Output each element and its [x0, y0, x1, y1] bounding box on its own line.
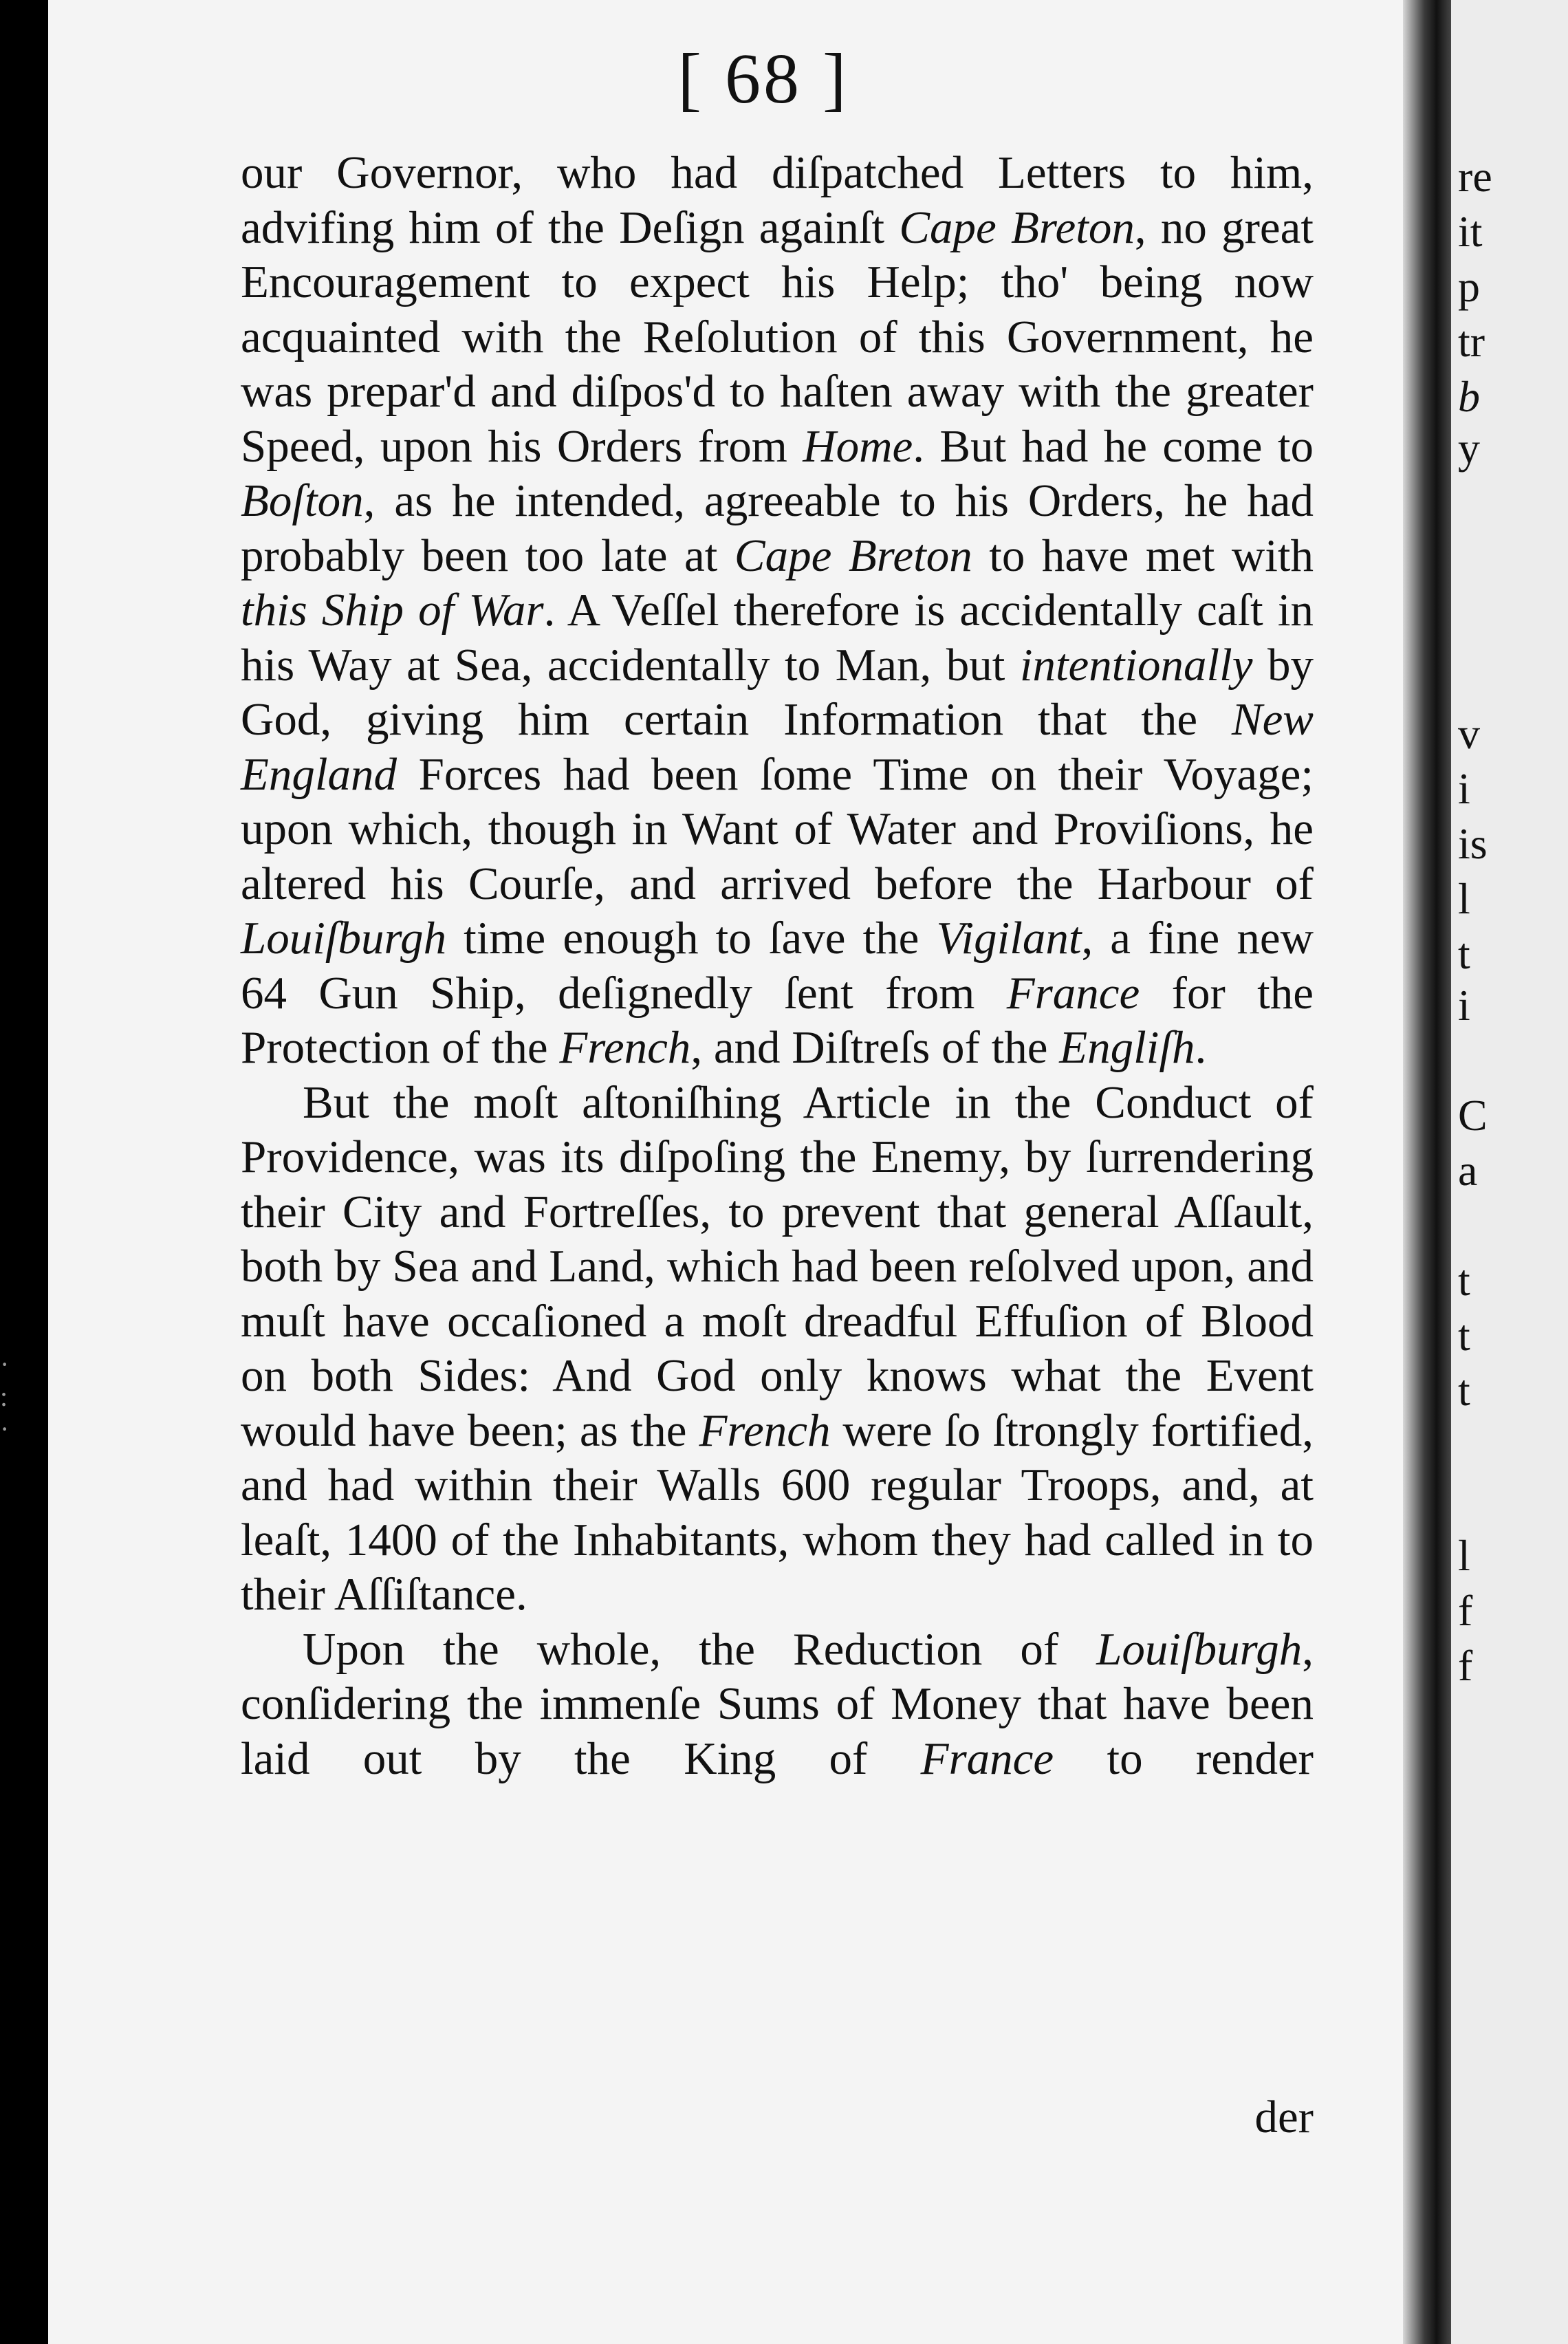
facing-page-fragment: l [1458, 874, 1470, 923]
facing-page-fragment: f [1458, 1641, 1473, 1690]
italic-run: France [1006, 967, 1140, 1019]
italic-run: Cape Breton [734, 530, 972, 581]
text-run: . [1195, 1022, 1207, 1073]
facing-page-fragment: p [1458, 262, 1480, 311]
facing-page-fragment: t [1458, 1256, 1470, 1305]
facing-page-fragment: re [1458, 152, 1492, 201]
facing-page-fragment: v [1458, 709, 1480, 758]
italic-run: Vigilant [936, 913, 1082, 964]
catchword: der [1254, 2092, 1314, 2142]
text-run: were ſo ſtrongly fortified, and had within their Walls 600 regular Troops, and, at leaſt, 1400 of the Inhabitants, whom they had called in to their Aſſiſtance. [241, 1404, 1314, 1620]
italic-run: this Ship of War [241, 585, 544, 636]
facing-page-fragment: l [1458, 1531, 1470, 1580]
facing-page-fragment: y [1458, 424, 1480, 473]
facing-page-fragment: t [1458, 929, 1470, 978]
italic-run: French [699, 1404, 831, 1456]
text-run: , conſidering the immenſe Sums of Money that have been laid out by the King of [241, 1623, 1314, 1784]
italic-run: Louiſburgh [241, 913, 447, 964]
body-text [241, 146, 1314, 1786]
paragraph [241, 1076, 1314, 1623]
text-run: to have met with [972, 530, 1314, 581]
italic-run: French [559, 1022, 691, 1073]
facing-page-fragment: is [1458, 819, 1488, 868]
italic-run: Cape Breton [899, 202, 1135, 253]
facing-page-fragment: t [1458, 1311, 1470, 1360]
text-run: time enough to ſave the [446, 913, 937, 964]
text-run: by God, giving him certain Information that the [241, 639, 1314, 745]
italic-run: Engliſh [1059, 1022, 1195, 1073]
italic-run: Boſton [241, 475, 364, 526]
facing-page-fragment: f [1458, 1586, 1473, 1635]
text-run: , and Diſtreſs of the [690, 1022, 1060, 1073]
text-run: Forces had been ſome Time on their Voyage; upon which, though in Want of Water and Proviſions, he altered his Courſe, and arrived before the Harbour of [241, 748, 1314, 909]
italic-run: Home [803, 420, 913, 472]
italic-run: France [920, 1733, 1054, 1784]
facing-page-fragment: C [1458, 1091, 1488, 1140]
italic-run: Louiſburgh [1096, 1623, 1303, 1675]
page-number: [ 68 ] [677, 39, 849, 118]
page-edge-marks: · : · [0, 1349, 10, 1444]
paragraph [241, 1623, 1314, 1787]
facing-page-fragment: i [1458, 981, 1470, 1030]
paragraph [241, 146, 1314, 1076]
facing-page-fragment: i [1458, 764, 1470, 813]
facing-page-text-fragments [1458, 0, 1568, 2344]
facing-page-fragment: a [1458, 1146, 1478, 1195]
text-run: for the Protection of the [241, 967, 1314, 1073]
text-run: But the moſt aſtoniſhing Article in the Conduct of Providence, was its diſpoſing the Enemy, by ſurrendering their City and Fortreſſes, to prevent that general Aſſault, both by Sea and Land, which had been reſolved upon, and muſt have occaſioned a moſt dreadful Effuſion of Blood on both Sides: And God only knows what the Event would have been; as the [241, 1076, 1314, 1456]
text-run: . A Veſſel therefore is accidentally caſt in his Way at Sea, accidentally to Man, but [241, 585, 1314, 691]
facing-page-fragment: b [1458, 372, 1480, 421]
text-run: our Governor, who had diſpatched Letters to him, advifing him of the Deſign againſt [241, 147, 1314, 253]
italic-run: New England [241, 694, 1314, 800]
text-run: , a fine new 64 Gun Ship, deſignedly ſent from [241, 913, 1314, 1019]
text-run: , no great Encouragement to expect his Help; tho' being now acquainted with the Reſolution of this Government, he was prepar'd and diſpos'd to haſten away with the greater Speed, upon his Orders from [241, 202, 1314, 472]
italic-run: intentionally [1019, 639, 1253, 691]
text-run: . But had he come to [913, 420, 1314, 472]
text-run: to render [1054, 1733, 1314, 1784]
facing-page-fragment: it [1458, 207, 1483, 256]
text-run: , as he intended, agreeable to his Orders, he had probably been too late at [241, 475, 1314, 581]
book-gutter [1403, 0, 1451, 2344]
text-run: Upon the whole, the Reduction of [303, 1623, 1097, 1675]
facing-page-fragment: t [1458, 1366, 1470, 1415]
facing-page-fragment: tr [1458, 317, 1485, 366]
